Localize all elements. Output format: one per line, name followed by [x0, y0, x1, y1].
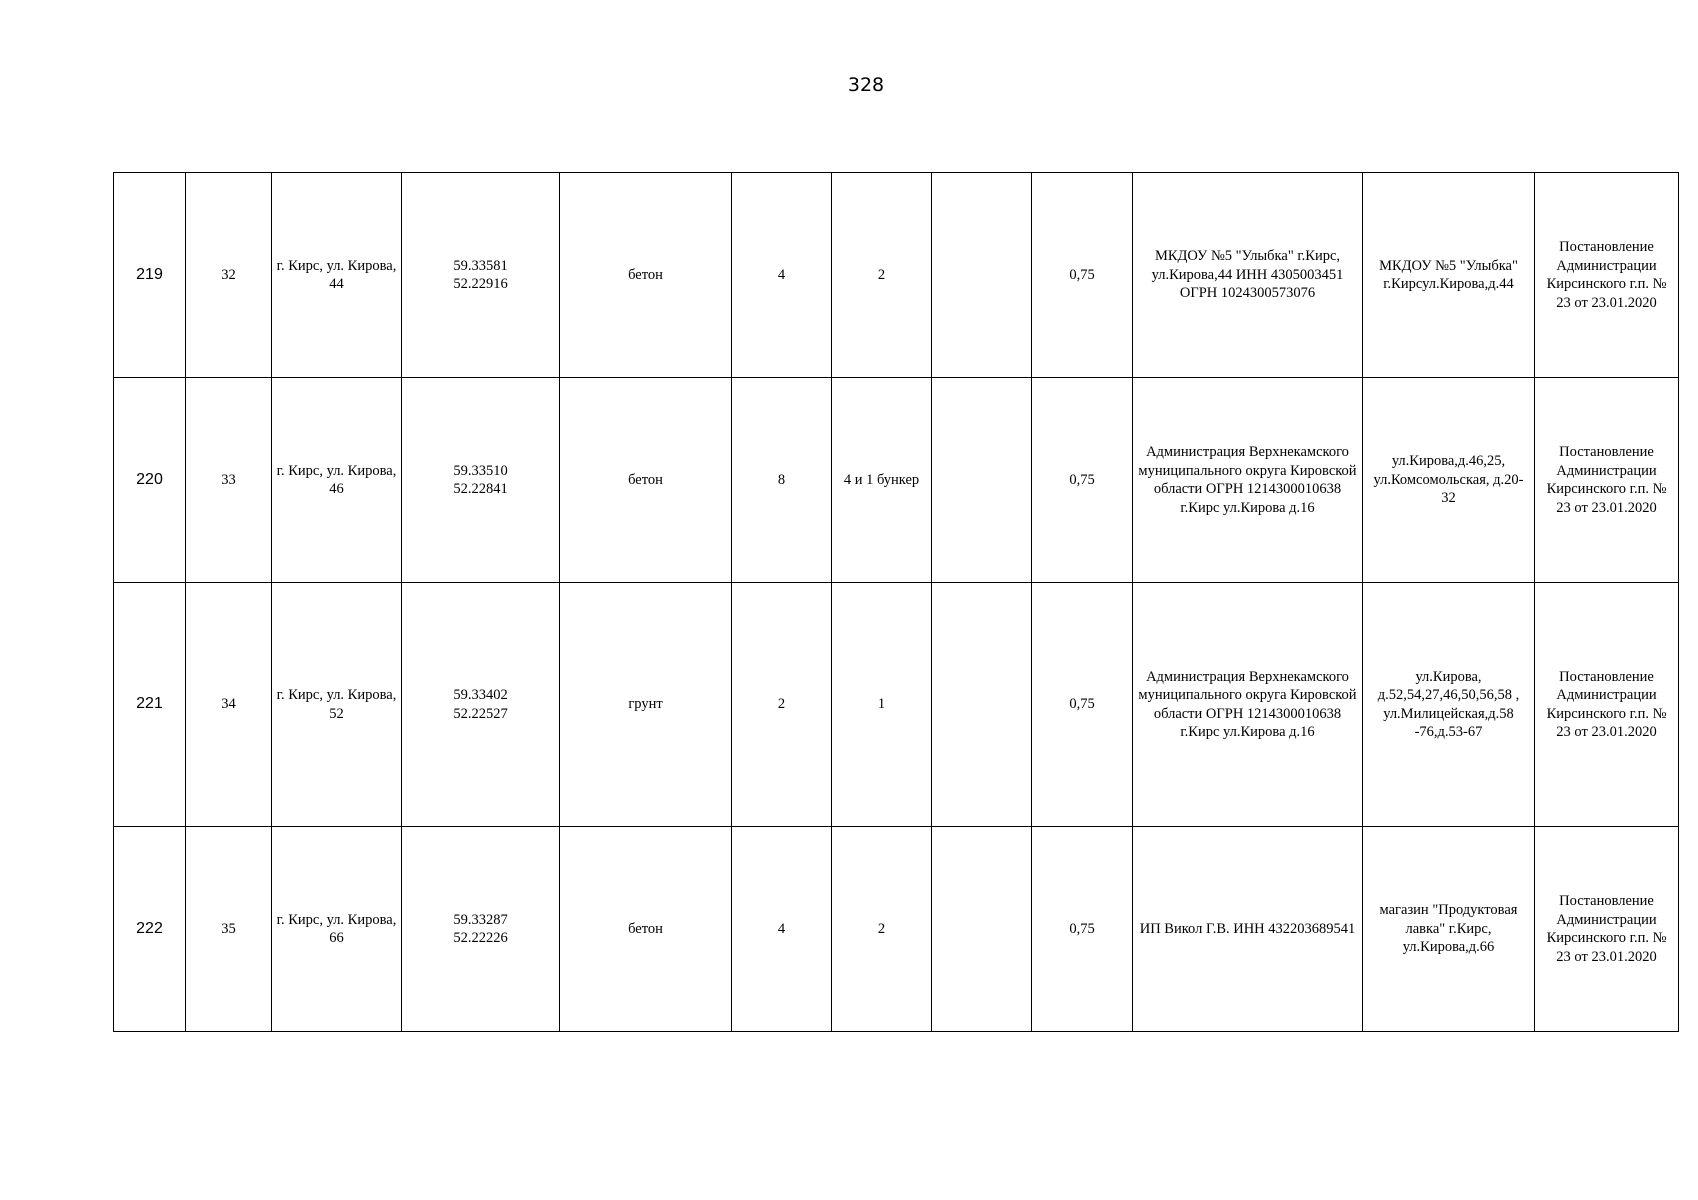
document-cell: Постановление Администрации Кирсинского г.п. № 23 от 23.01.2020: [1535, 827, 1679, 1032]
row-number: 221: [114, 583, 186, 827]
source-cell: МКДОУ №5 "Улыбка" г.Кирсул.Кирова,д.44: [1363, 173, 1535, 378]
empty-cell: [932, 173, 1032, 378]
address-cell: г. Кирс, ул. Кирова, 52: [272, 583, 402, 827]
area-cell: 8: [732, 378, 832, 583]
empty-cell: [932, 378, 1032, 583]
surface-cell: бетон: [560, 827, 732, 1032]
volume-cell: 0,75: [1032, 827, 1133, 1032]
source-cell: ул.Кирова, д.52,54,27,46,50,56,58 , ул.Милицейская,д.58 -76,д.53-67: [1363, 583, 1535, 827]
empty-cell: [932, 583, 1032, 827]
table-row: [114, 583, 1679, 827]
table-row: [114, 827, 1679, 1032]
document-cell: Постановление Администрации Кирсинского г.п. № 23 от 23.01.2020: [1535, 583, 1679, 827]
containers-cell: 2: [832, 173, 932, 378]
sub-number: 34: [186, 583, 272, 827]
source-cell: магазин "Продуктовая лавка" г.Кирс, ул.Кирова,д.66: [1363, 827, 1535, 1032]
surface-cell: бетон: [560, 378, 732, 583]
sub-number: 32: [186, 173, 272, 378]
volume-cell: 0,75: [1032, 378, 1133, 583]
owner-cell: ИП Викол Г.В. ИНН 432203689541: [1133, 827, 1363, 1032]
table-row: [114, 378, 1679, 583]
sub-number: 35: [186, 827, 272, 1032]
owner-cell: Администрация Верхнекамского муниципального округа Кировской области ОГРН 1214300010638 г.Кирс ул.Кирова д.16: [1133, 378, 1363, 583]
coordinates-cell: 59.33287 52.22226: [402, 827, 560, 1032]
waste-site-table: [113, 172, 1679, 1032]
area-cell: 4: [732, 173, 832, 378]
owner-cell: МКДОУ №5 "Улыбка" г.Кирс, ул.Кирова,44 ИНН 4305003451 ОГРН 1024300573076: [1133, 173, 1363, 378]
table-row: [114, 173, 1679, 378]
area-cell: 4: [732, 827, 832, 1032]
surface-cell: бетон: [560, 173, 732, 378]
document-cell: Постановление Администрации Кирсинского г.п. № 23 от 23.01.2020: [1535, 378, 1679, 583]
row-number: 222: [114, 827, 186, 1032]
address-cell: г. Кирс, ул. Кирова, 46: [272, 378, 402, 583]
surface-cell: грунт: [560, 583, 732, 827]
coordinates-cell: 59.33510 52.22841: [402, 378, 560, 583]
page-number: 328: [847, 74, 885, 96]
row-number: 220: [114, 378, 186, 583]
coordinates-cell: 59.33581 52.22916: [402, 173, 560, 378]
source-cell: ул.Кирова,д.46,25, ул.Комсомольская, д.20-32: [1363, 378, 1535, 583]
address-cell: г. Кирс, ул. Кирова, 44: [272, 173, 402, 378]
containers-cell: 4 и 1 бункер: [832, 378, 932, 583]
row-number: 219: [114, 173, 186, 378]
sub-number: 33: [186, 378, 272, 583]
empty-cell: [932, 827, 1032, 1032]
volume-cell: 0,75: [1032, 173, 1133, 378]
volume-cell: 0,75: [1032, 583, 1133, 827]
address-cell: г. Кирс, ул. Кирова, 66: [272, 827, 402, 1032]
coordinates-cell: 59.33402 52.22527: [402, 583, 560, 827]
containers-cell: 1: [832, 583, 932, 827]
document-cell: Постановление Администрации Кирсинского г.п. № 23 от 23.01.2020: [1535, 173, 1679, 378]
owner-cell: Администрация Верхнекамского муниципального округа Кировской области ОГРН 1214300010638 г.Кирс ул.Кирова д.16: [1133, 583, 1363, 827]
area-cell: 2: [732, 583, 832, 827]
containers-cell: 2: [832, 827, 932, 1032]
